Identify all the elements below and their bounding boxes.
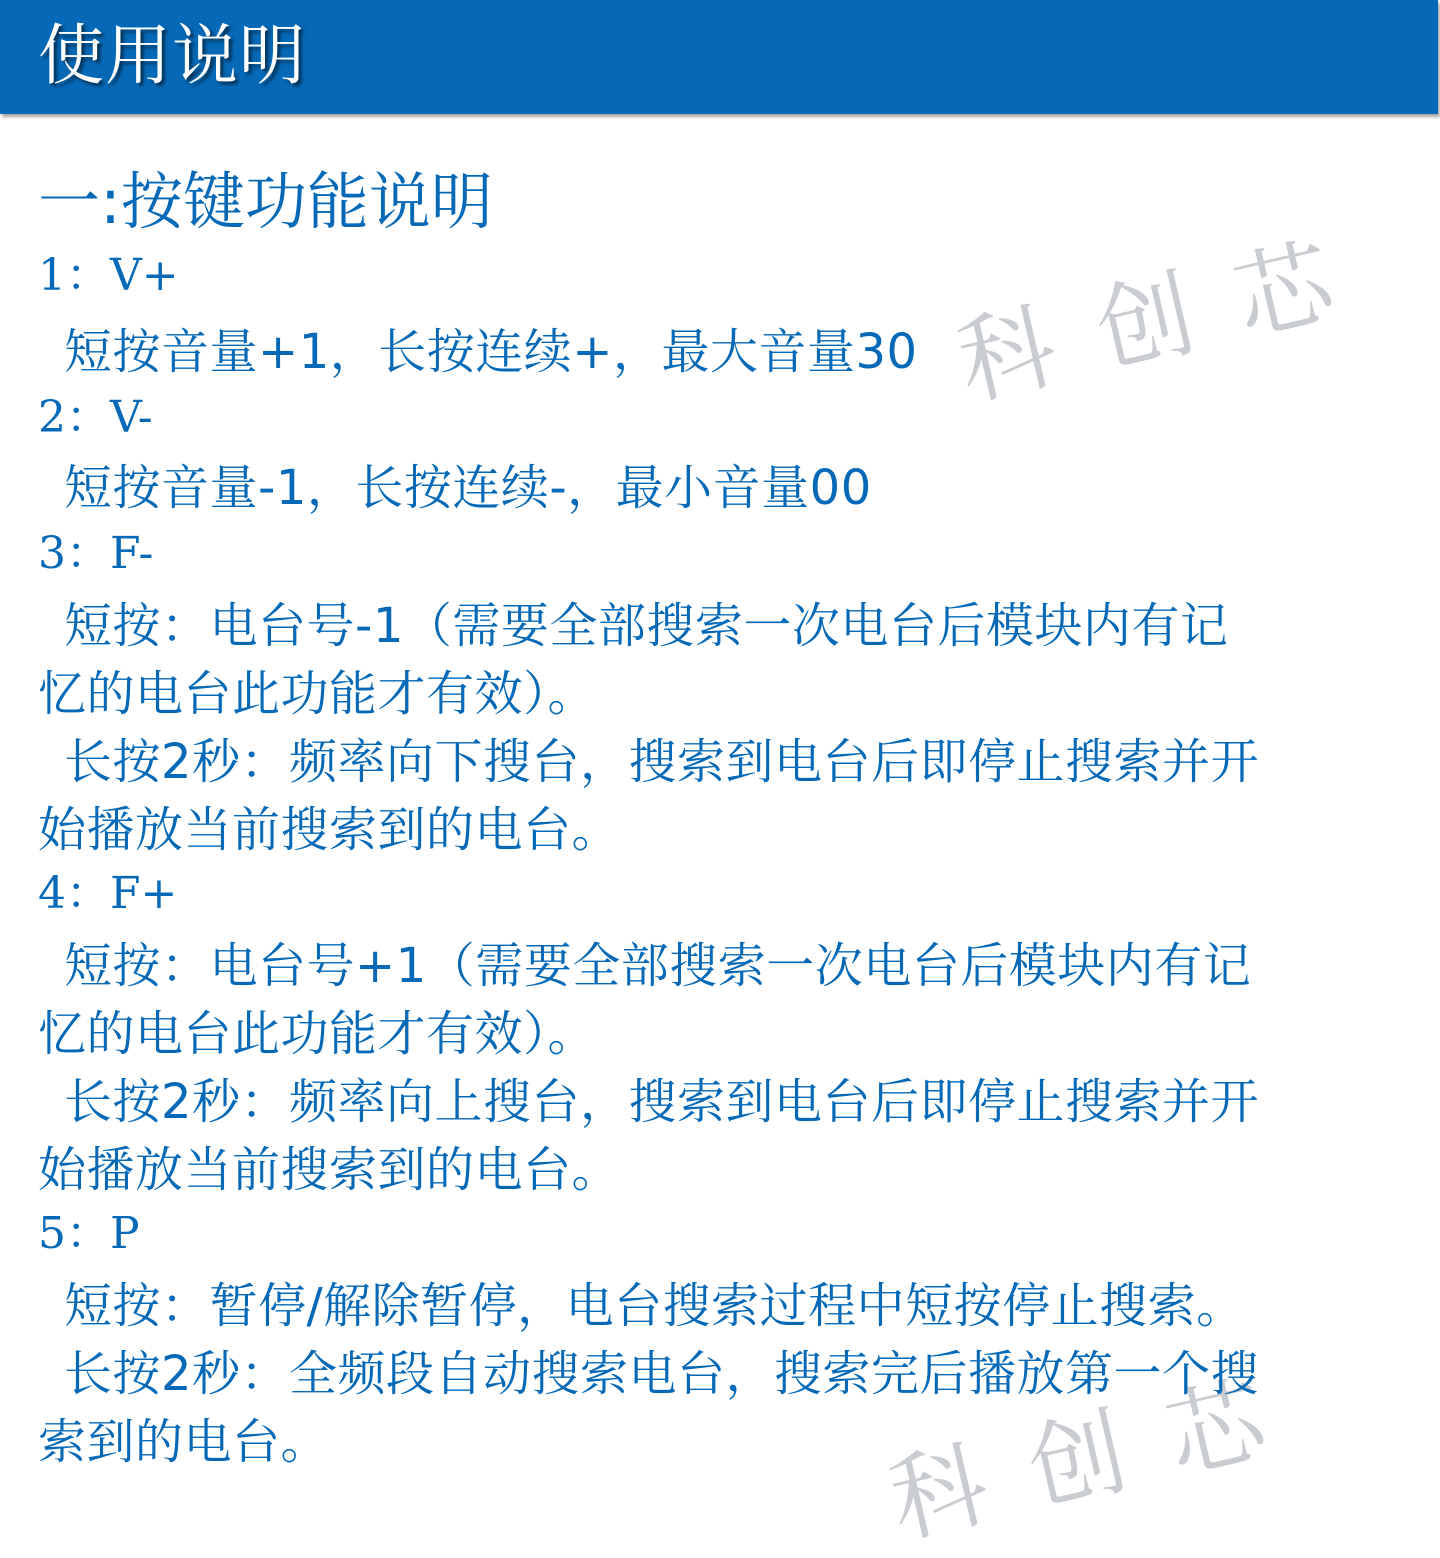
key-3-title: 3：F-	[38, 528, 154, 579]
key-5-title: 5：P	[38, 1208, 140, 1259]
key-2-desc-line: 短按音量-1，长按连续-，最小音量00	[64, 460, 872, 516]
key-2-title: 2：V-	[38, 392, 153, 443]
key-4-desc-line: 短按：电台号+1（需要全部搜索一次电台后模块内有记	[64, 938, 1252, 994]
section-heading: 一:按键功能说明	[38, 165, 493, 238]
key-3-desc-line: 长按2秒：频率向下搜台，搜索到电台后即停止搜索并开	[64, 734, 1260, 790]
key-1-title: 1：V+	[38, 250, 179, 301]
key-4-title: 4：F+	[38, 868, 178, 919]
key-4-desc-line: 长按2秒：频率向上搜台，搜索到电台后即停止搜索并开	[64, 1074, 1260, 1130]
watermark: 科创芯	[879, 1353, 1321, 1558]
key-5-desc-line: 短按：暂停/解除暂停，电台搜索过程中短按停止搜索。	[64, 1278, 1245, 1334]
key-5-desc-line: 索到的电台。	[38, 1414, 330, 1470]
page-title: 使用说明	[38, 17, 306, 94]
key-4-desc-line: 始播放当前搜索到的电台。	[38, 1142, 621, 1198]
key-1-desc-line: 短按音量+1，长按连续+，最大音量30	[64, 324, 918, 380]
key-3-desc-line: 短按：电台号-1（需要全部搜索一次电台后模块内有记	[64, 598, 1229, 654]
key-3-desc-line: 忆的电台此功能才有效）。	[38, 666, 597, 722]
key-4-desc-line: 忆的电台此功能才有效）。	[38, 1006, 597, 1062]
key-5-desc-line: 长按2秒：全频段自动搜索电台，搜索完后播放第一个搜	[64, 1346, 1260, 1402]
key-3-desc-line: 始播放当前搜索到的电台。	[38, 802, 621, 858]
watermark: 科创芯	[947, 215, 1389, 421]
